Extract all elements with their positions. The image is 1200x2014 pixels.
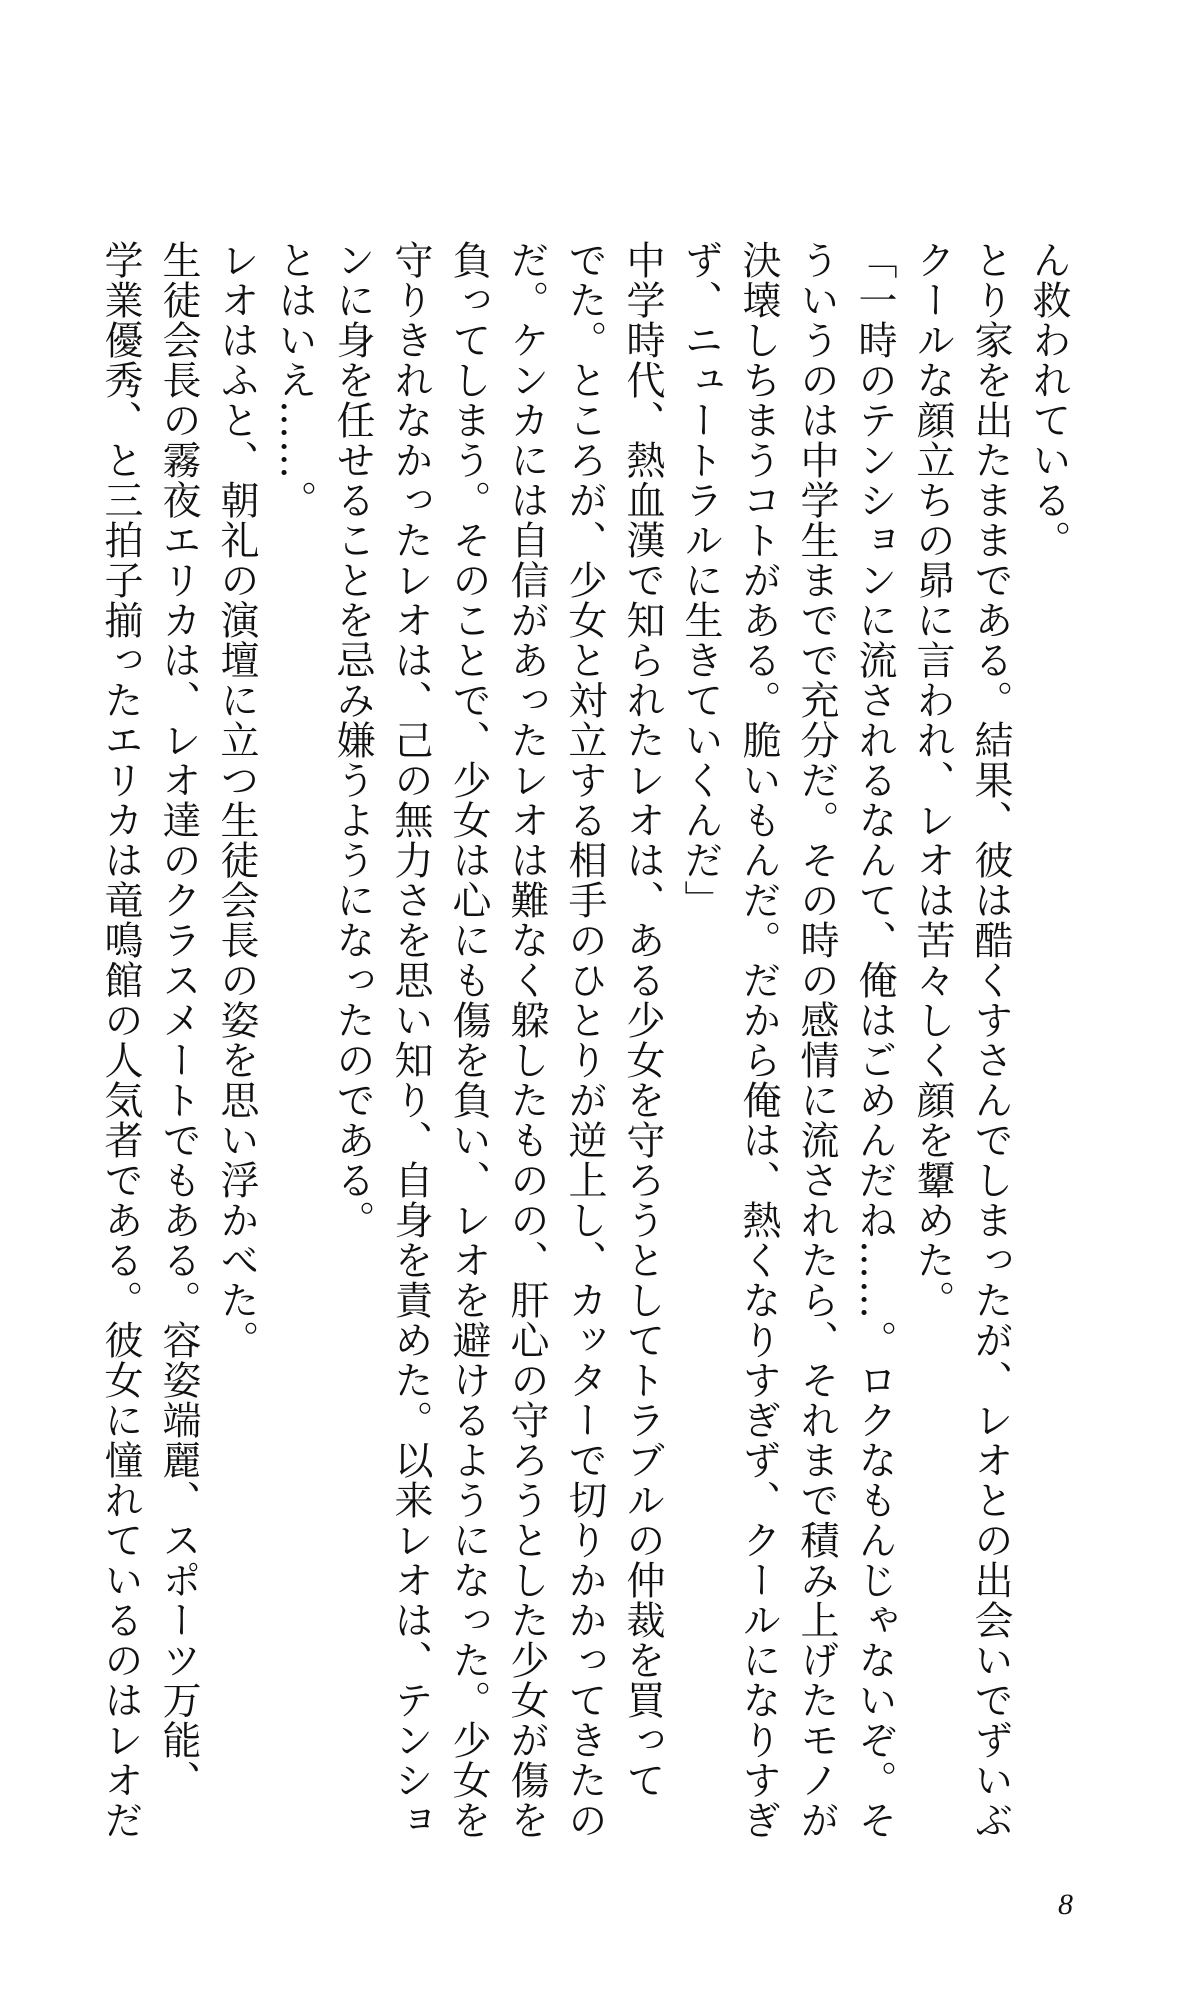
text-column: レオはふと、朝礼の演壇に立つ生徒会長の姿を思い浮かべた。	[214, 240, 259, 1360]
text-column: ん救われている。	[1026, 240, 1071, 560]
text-column: ンに身を任せることを忌み嫌うようになったのである。	[330, 240, 375, 1240]
text-column: だ。ケンカには自信があったレオは難なく躱したものの、肝心の守ろうとした少女が傷を	[504, 240, 549, 1840]
text-column: 学業優秀、と三拍子揃ったエリカは竜鳴館の人気者である。彼女に憧れているのはレオだ	[98, 240, 143, 1840]
text-column: 守りきれなかったレオは、己の無力さを思い知り、自身を責めた。以来レオは、テンショ	[388, 240, 433, 1840]
text-column: クールな顔立ちの昴に言われ、レオは苦々しく顔を顰めた。	[910, 240, 955, 1320]
text-column: 決壊しちまうコトがある。脆いもんだ。だから俺は、熱くなりすぎず、クールになりすぎ	[736, 240, 781, 1840]
text-column: 「一時のテンションに流されるなんて、俺はごめんだね……。ロクなもんじゃないぞ。そ	[852, 240, 897, 1840]
page-body	[97, 240, 1072, 1840]
text-column: 負ってしまう。そのことで、少女は心にも傷を負い、レオを避けるようになった。少女を	[446, 240, 491, 1840]
text-column: ず、ニュートラルに生きていくんだ」	[678, 240, 723, 920]
text-column: とり家を出たままである。結果、彼は酷くすさんでしまったが、レオとの出会いでずいぶ	[968, 240, 1013, 1840]
text-column: ういうのは中学生までで充分だ。その時の感情に流されたら、それまで積み上げたモノが	[794, 240, 839, 1840]
text-column: 生徒会長の霧夜エリカは、レオ達のクラスメートでもある。容姿端麗、スポーツ万能、	[156, 240, 201, 1800]
text-column: とはいえ……。	[272, 240, 317, 520]
text-column: 中学時代、熱血漢で知られたレオは、ある少女を守ろうとしてトラブルの仲裁を買って	[620, 240, 665, 1800]
page-number: 8	[1058, 1888, 1073, 1921]
text-column: でた。ところが、少女と対立する相手のひとりが逆上し、カッターで切りかかってきたの	[562, 240, 607, 1840]
